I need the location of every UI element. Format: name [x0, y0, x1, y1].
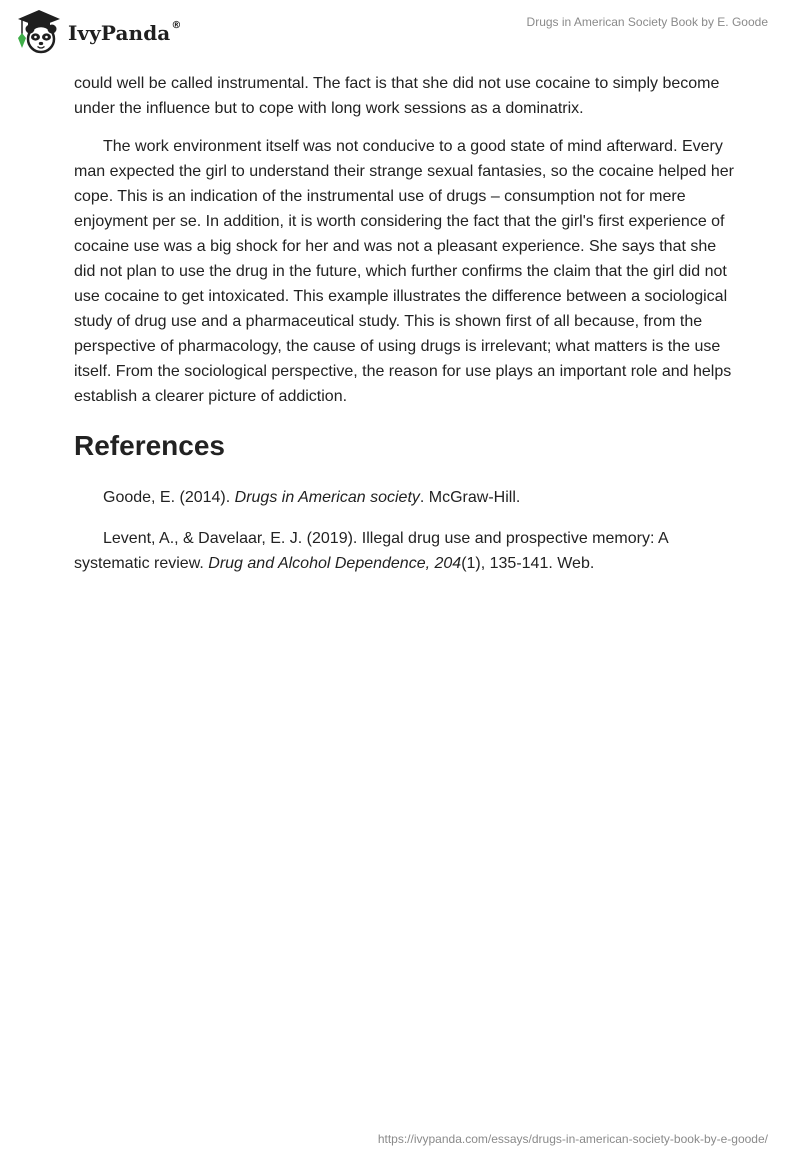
body-paragraph-1: could well be called instrumental. The fact is that she did not use cocaine to simply become under the influence but to cope with long work sessions as a dominatrix. [74, 75, 720, 117]
reference-text: . McGraw-Hill. [419, 489, 521, 506]
reference-text: (1), 135-141. Web. [461, 555, 595, 572]
reference-item [74, 485, 734, 510]
reference-title-italic: Drugs in American society [234, 489, 420, 506]
document-title: Drugs in American Society Book by E. Goode [526, 15, 768, 29]
reference-title-italic: Drug and Alcohol Dependence, 204 [208, 555, 462, 572]
ivypanda-logo[interactable] [14, 8, 181, 58]
panda-graduate-icon [14, 8, 64, 58]
reference-item [74, 526, 734, 576]
reference-text: Levent, A., & Davelaar, E. J. (2019). Illegal drug use and prospective memory: A systematic review. [74, 530, 668, 572]
page-header [0, 0, 800, 70]
references-heading: References [74, 430, 225, 461]
source-url-link[interactable]: https://ivypanda.com/essays/drugs-in-american-society-book-by-e-goode/ [377, 1132, 768, 1146]
body-paragraph-2: The work environment itself was not conducive to a good state of mind afterward. Every man expected the girl to understand their strange sexual fantasies, so the cocaine helped her cope. This is an indication of the instrumental use of drugs – consumption not for mere enjoyment per se. In addition, it is worth considering the fact that the girl's first experience of cocaine use was a big shock for her and was not a pleasant experience. She says that she did not plan to use the drug in the future, which further confirms the claim that the girl did not use cocaine to get intoxicated. This example illustrates the difference between a sociological study of drug use and a pharmaceutical study. This is shown first of all because, from the perspective of pharmacology, the cause of using drugs is irrelevant; what matters is the use itself. From the sociological perspective, the reason for use plays an important role and helps establish a clearer picture of addiction. [74, 138, 734, 405]
brand-name: IvyPanda [68, 21, 171, 45]
essay-content [74, 71, 734, 592]
reference-text: Goode, E. (2014). [103, 489, 235, 506]
registered-mark: ® [171, 19, 182, 31]
